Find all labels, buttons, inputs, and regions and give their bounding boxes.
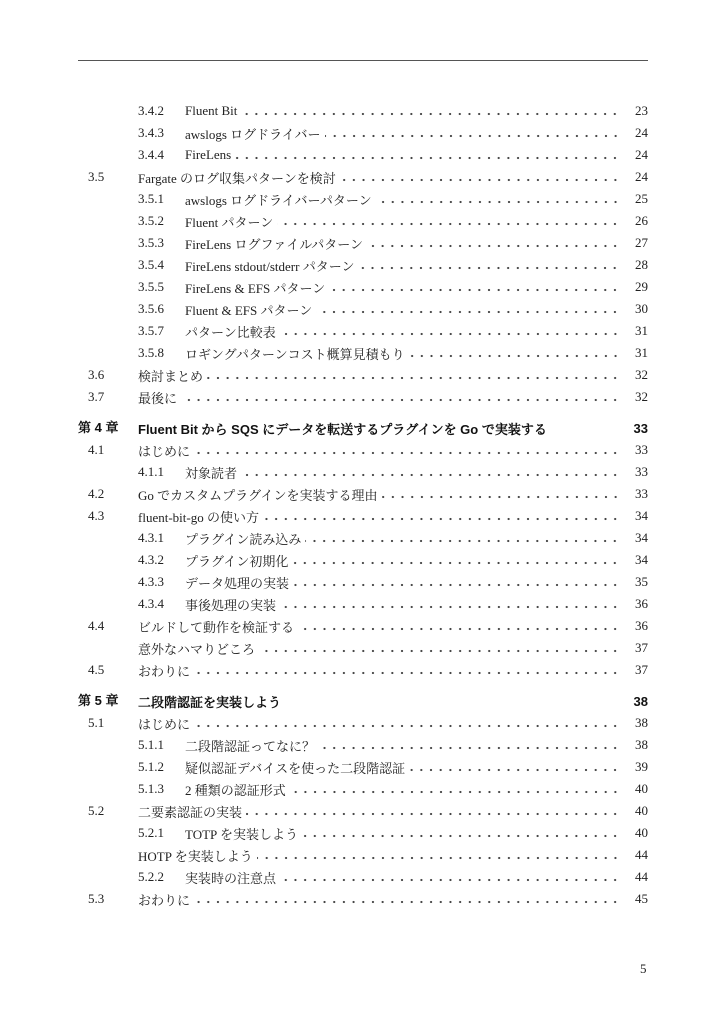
toc-entry[interactable] [78,822,648,844]
toc-entry-body [185,122,648,144]
dot-leader [194,712,620,734]
toc-entry-number: 4.1.1 [138,464,164,479]
toc-entry-body [138,844,648,866]
toc-entry-title: awslogs ログドライバー [185,126,321,142]
toc-entry-body [138,690,648,712]
toc-entry-number: 4.4 [88,618,105,633]
toc-entry[interactable] [78,188,648,210]
toc-entry-title: 意外なハマりどころ [138,641,256,657]
toc-entry-body [185,461,648,483]
dot-leader [409,756,620,778]
toc-entry-title: fluent-bit-go の使い方 [138,509,259,525]
toc-entry-page: 40 [635,803,648,818]
toc-entry-page: 28 [635,257,648,272]
toc-entry-page: 44 [635,847,648,862]
toc-entry-number: 3.5.8 [138,345,164,360]
toc-entry[interactable] [78,100,648,122]
toc-entry-page: 30 [635,301,648,316]
toc-entry[interactable] [78,659,648,681]
toc-entry-body [185,210,648,232]
toc-entry[interactable] [78,298,648,320]
toc-entry-page: 44 [635,869,648,884]
toc-chapter-entry[interactable] [78,417,648,439]
toc-entry-body [185,320,648,342]
toc-entry-body [185,232,648,254]
dot-leader [325,122,621,144]
dot-leader [207,364,620,386]
toc-entry-body [185,822,648,844]
toc-entry-page: 45 [635,891,648,906]
toc-entry[interactable] [78,734,648,756]
dot-leader [367,232,620,254]
toc-entry-body [138,505,648,527]
toc-entry-page: 33 [633,420,648,436]
toc-entry-number: 第 5 章 [78,693,119,708]
toc-entry-title: おわりに [138,892,191,908]
dot-leader [181,386,620,408]
toc-entry-number: 3.5.1 [138,191,164,206]
toc-entry-body [185,734,648,756]
dot-leader [194,439,620,461]
toc-entry-number: 3.6 [88,367,105,382]
toc-entry-title: FireLens stdout/stderr パターン [185,258,355,274]
toc-entry-title: Fluent Bit [185,103,238,118]
toc-entry-body [138,712,648,734]
toc-entry[interactable] [78,712,648,734]
toc-entry-number: 4.2 [88,486,105,501]
toc-entry-body [138,888,648,910]
toc-entry[interactable] [78,386,648,408]
toc-entry-body [138,615,648,637]
toc-entry[interactable] [78,527,648,549]
toc-entry-title: Fluent & EFS パターン [185,302,313,318]
toc-entry-page: 31 [635,323,648,338]
toc-entry-page: 29 [635,279,648,294]
toc-entry-title: HOTP を実装しよう [138,848,253,864]
toc-entry[interactable] [78,571,648,593]
toc-entry[interactable] [78,166,648,188]
dot-leader [241,100,620,122]
toc-entry-title: FireLens [185,147,232,162]
dot-leader [246,800,620,822]
toc-entry-body [185,866,648,888]
dot-leader [263,505,620,527]
toc-entry[interactable] [78,276,648,298]
toc-entry[interactable] [78,637,648,659]
toc-entry-number: 第 4 章 [78,420,119,435]
toc-entry-title: awslogs ログドライバーパターン [185,192,372,208]
toc-entry-page: 31 [635,345,648,360]
toc-entry-body [185,527,648,549]
toc-entry-body [138,637,648,659]
toc-entry-page: 40 [635,825,648,840]
toc-entry-number: 3.5.4 [138,257,164,272]
table-of-contents [78,100,648,910]
toc-entry-number: 3.5.3 [138,235,164,250]
dot-leader [194,888,620,910]
dot-leader [280,866,620,888]
header-rule [78,60,648,61]
toc-entry-number: 4.3.3 [138,574,164,589]
toc-entry-number: 5.1.1 [138,737,164,752]
toc-entry-title: 疑似認証デバイスを使った二段階認証 [185,760,406,776]
toc-entry-title: 2 種類の認証形式 [185,782,286,798]
dot-leader [241,461,620,483]
toc-entry-title: FireLens ログファイルパターン [185,236,364,252]
toc-entry[interactable] [78,888,648,910]
toc-entry-number: 5.1.3 [138,781,164,796]
dot-leader [409,342,620,364]
toc-entry-number: 3.4.4 [138,147,164,162]
dot-leader [235,144,620,166]
toc-entry-body [185,298,648,320]
toc-entry-number: 3.7 [88,389,105,404]
toc-entry-title: 二段階認証ってなに？ [185,738,316,754]
toc-entry[interactable] [78,756,648,778]
toc-entry-title: データ処理の実装 [185,575,290,591]
toc-entry-body [138,386,648,408]
toc-entry-page: 34 [635,508,648,523]
toc-entry-page: 38 [635,715,648,730]
toc-entry[interactable] [78,210,648,232]
toc-entry-page: 27 [635,235,648,250]
toc-entry-body [138,439,648,461]
toc-entry-title: パターン比較表 [185,324,276,340]
dot-leader [358,254,620,276]
toc-entry-number: 4.3.1 [138,530,164,545]
dot-leader [292,549,620,571]
toc-entry-title: 検討まとめ [138,368,204,384]
toc-entry[interactable] [78,122,648,144]
toc-entry[interactable] [78,615,648,637]
toc-entry-title: Fargate のログ収集パターンを検討 [138,170,336,186]
toc-entry[interactable] [78,320,648,342]
toc-entry-body [138,166,648,188]
toc-entry-page: 32 [635,367,648,382]
toc-entry-body [138,483,648,505]
toc-entry-title: プラグイン読み込み [185,531,302,547]
toc-entry-page: 33 [635,464,648,479]
toc-entry-number: 3.5.2 [138,213,164,228]
toc-entry-number: 4.5 [88,662,105,677]
toc-entry-page: 34 [635,530,648,545]
toc-entry-title: Go でカスタムプラグインを実装する理由 [138,487,378,503]
toc-entry-title: プラグイン初期化 [185,553,289,569]
toc-entry-number: 5.2.1 [138,825,164,840]
toc-entry-page: 24 [635,147,648,162]
toc-entry-page: 32 [635,389,648,404]
toc-entry[interactable] [78,866,648,888]
toc-entry[interactable] [78,505,648,527]
toc-entry-page: 38 [633,693,648,709]
dot-leader [316,298,620,320]
toc-entry[interactable] [78,342,648,364]
toc-entry-number: 5.1 [88,715,105,730]
toc-entry-title: 対象読者 [185,465,238,481]
toc-entry-number: 5.3 [88,891,105,906]
dot-leader [382,483,621,505]
toc-entry[interactable] [78,439,648,461]
toc-entry-page: 36 [635,618,648,633]
toc-entry-number: 3.5.5 [138,279,164,294]
toc-entry[interactable] [78,593,648,615]
toc-entry-body [185,778,648,800]
toc-entry-number: 4.3.2 [138,552,164,567]
toc-entry-number: 4.3 [88,508,105,523]
toc-entry-body [185,254,648,276]
dot-leader [290,778,620,800]
toc-entry-number: 5.2.2 [138,869,164,884]
dot-leader [340,166,620,188]
toc-entry-title: ビルドして動作を検証する [138,619,295,635]
toc-entry-title: 二段階認証を実装しよう [138,694,282,710]
toc-entry-title: TOTP を実装しよう [185,826,299,842]
toc-entry-title: 最後に [138,390,178,406]
toc-entry-body [138,417,648,439]
toc-entry-number: 3.4.2 [138,103,164,118]
toc-entry-page: 26 [635,213,648,228]
toc-entry-page: 23 [635,103,648,118]
dot-leader [194,659,620,681]
toc-entry[interactable] [78,483,648,505]
toc-entry[interactable] [78,800,648,822]
toc-entry-page: 24 [635,169,648,184]
toc-entry-title: ロギングパターンコスト概算見積もり [185,346,405,362]
toc-entry-page: 39 [635,759,648,774]
toc-entry-title: はじめに [138,443,191,459]
toc-chapter-entry[interactable] [78,690,648,712]
toc-entry-number: 5.1.2 [138,759,164,774]
toc-entry-body [185,593,648,615]
dot-leader [293,571,620,593]
dot-leader [376,188,620,210]
dot-leader [259,637,620,659]
dot-leader [280,320,620,342]
toc-entry-page: 33 [635,486,648,501]
toc-entry-number: 4.3.4 [138,596,164,611]
toc-entry[interactable] [78,144,648,166]
toc-entry-title: 実装時の注意点 [185,870,277,886]
toc-entry-body [138,659,648,681]
toc-entry-body [185,571,648,593]
dot-leader [329,276,620,298]
toc-entry-number: 4.1 [88,442,105,457]
dot-leader [257,844,620,866]
toc-entry[interactable] [78,461,648,483]
toc-entry-title: FireLens & EFS パターン [185,280,326,296]
toc-entry-title: はじめに [138,716,191,732]
toc-entry-page: 34 [635,552,648,567]
toc-entry-body [185,144,648,166]
toc-entry[interactable] [78,549,648,571]
dot-leader [551,417,614,439]
toc-entry-page: 37 [635,662,648,677]
toc-entry-title: 事後処理の実装 [185,597,277,613]
page-number: 5 [640,961,647,976]
toc-entry[interactable] [78,844,648,866]
dot-leader [305,527,620,549]
toc-entry-number: 3.5.6 [138,301,164,316]
toc-entry-page: 24 [635,125,648,140]
dot-leader [280,593,620,615]
toc-entry-title: Fluent Bit から SQS にデータを転送するプラグインを Go で実装する [138,421,547,437]
toc-entry-body [185,276,648,298]
toc-entry-title: おわりに [138,663,191,679]
toc-entry-page: 38 [635,737,648,752]
dot-leader [319,734,620,756]
toc-entry-title: 二要素認証の実装 [138,804,243,820]
toc-entry-body [185,100,648,122]
toc-entry-body [138,364,648,386]
toc-entry[interactable] [78,778,648,800]
toc-entry-number: 5.2 [88,803,105,818]
toc-entry-body [138,800,648,822]
toc-entry-number: 3.5 [88,169,105,184]
toc-entry-body [185,342,648,364]
dot-leader [298,615,620,637]
toc-entry-page: 35 [635,574,648,589]
toc-entry-body [185,756,648,778]
toc-entry-number: 3.5.7 [138,323,164,338]
toc-entry-page: 40 [635,781,648,796]
toc-entry-page: 37 [635,640,648,655]
toc-entry-page: 36 [635,596,648,611]
toc-entry-title: Fluent パターン [185,214,274,230]
toc-entry-body [185,188,648,210]
toc-entry-page: 25 [635,191,648,206]
toc-entry[interactable] [78,254,648,276]
toc-entry[interactable] [78,232,648,254]
toc-entry-page: 33 [635,442,648,457]
dot-leader [277,210,620,232]
toc-entry[interactable] [78,364,648,386]
toc-entry-body [185,549,648,571]
dot-leader [302,822,620,844]
toc-entry-number: 3.4.3 [138,125,164,140]
dot-leader [285,690,614,712]
